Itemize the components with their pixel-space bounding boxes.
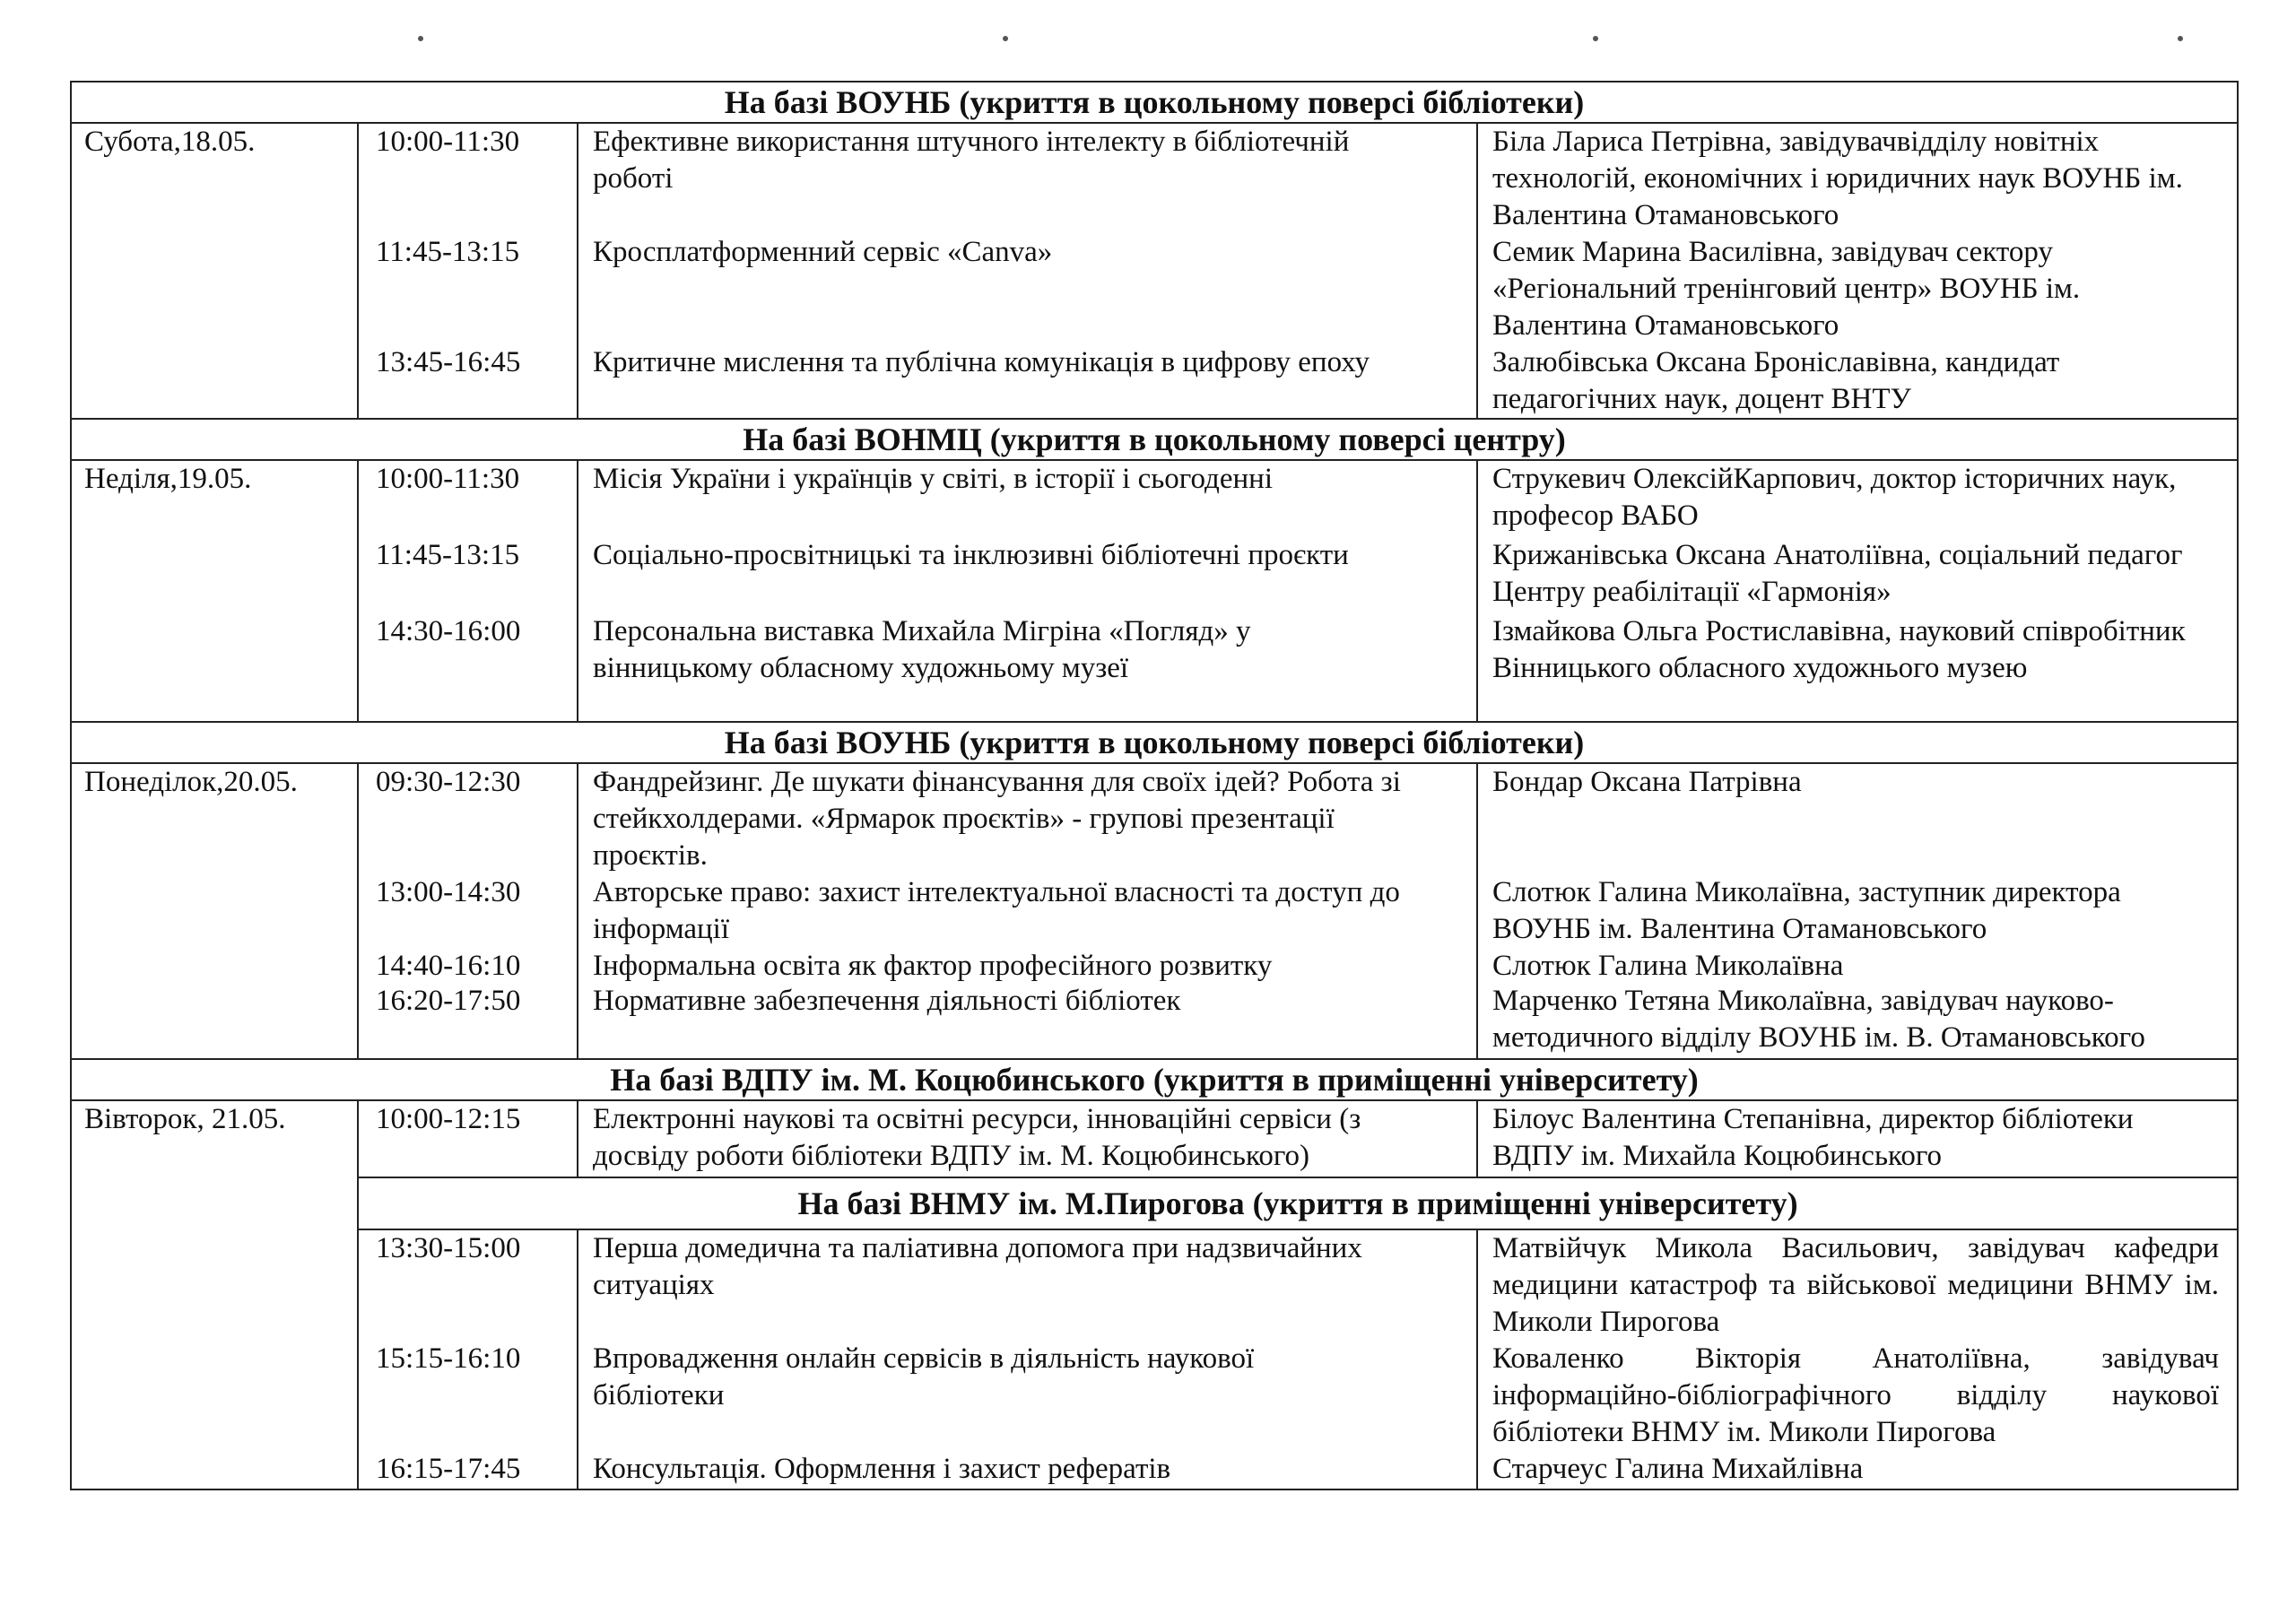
speaker-cell (1477, 763, 2238, 1059)
session-time: 15:15-16:10 (376, 1342, 521, 1375)
section-header-row (71, 1059, 2238, 1100)
day-row (71, 460, 2238, 722)
time-cell (358, 460, 578, 722)
topic-cell (578, 1229, 1477, 1489)
session-topic: Авторське право: захист інтелектуальної власності та доступ до інформації (593, 876, 1400, 945)
session-time: 16:20-17:50 (376, 985, 521, 1017)
session-speaker: Бондар Оксана Патрівна (1492, 766, 1802, 798)
session-speaker: Старчеус Галина Михайлівна (1492, 1453, 1864, 1485)
topic-cell (578, 763, 1477, 1059)
speaker-cell (1477, 1229, 2238, 1489)
session-topic: Ефективне використання штучного інтелекту в бібліотечній роботі (593, 126, 1350, 195)
scan-speck (418, 36, 423, 41)
speaker-cell (1477, 1100, 2238, 1177)
time-cell (358, 123, 578, 419)
session-topic: Персональна виставка Михайла Мігріна «Погляд» у вінницькому обласному художньому музеї (593, 615, 1251, 684)
schedule-table (70, 81, 2239, 1490)
time-cell (358, 763, 578, 1059)
session-speaker: Коваленко Вікторія Анатоліївна, завідувач інформаційно-бібліографічного відділу наукової бібліотеки ВНМУ ім. Миколи Пирогова (1492, 1342, 2219, 1448)
time-cell: 10:00-12:15 (358, 1100, 578, 1177)
session-topic: Нормативне забезпечення діяльності бібліотек (593, 985, 1181, 1017)
session-time: 11:45-13:15 (376, 236, 520, 268)
venue-header: На базі ВНМУ ім. М.Пирогова (укриття в приміщенні університету) (358, 1177, 2238, 1229)
day-cell: Вівторок, 21.05. (71, 1100, 358, 1489)
session-topic: Інформальна освіта як фактор професійного розвитку (593, 950, 1273, 982)
session-speaker: Слотюк Галина Миколаївна (1492, 950, 1844, 982)
scan-speck (2178, 36, 2183, 41)
topic-cell (578, 1100, 1477, 1177)
section-header-row (71, 1177, 2238, 1229)
day-cell: Понеділок,20.05. (71, 763, 358, 1059)
scan-speck (1593, 36, 1598, 41)
venue-header: На базі ВОНМЦ (укриття в цокольному поверсі центру) (71, 419, 2238, 460)
session-topic: Критичне мислення та публічна комунікація в цифрову епоху (593, 346, 1370, 378)
time-cell (358, 1229, 578, 1489)
session-speaker: Ізмайкова Ольга Ростиславівна, науковий співробітник Вінницького обласного художнього музею (1492, 615, 2186, 684)
session-speaker: Залюбівська Оксана Броніславівна, кандидат педагогічних наук, доцент ВНТУ (1492, 346, 2060, 415)
topic-cell (578, 460, 1477, 722)
section-header-row (71, 722, 2238, 763)
day-cell: Неділя,19.05. (71, 460, 358, 722)
session-speaker: Білоус Валентина Степанівна, директор бібліотеки ВДПУ ім. Михайла Коцюбинського (1492, 1103, 2134, 1172)
session-time: 16:15-17:45 (376, 1453, 521, 1485)
session-time: 13:30-15:00 (376, 1232, 521, 1264)
section-header-row (71, 82, 2238, 123)
session-topic: Місія України і українців у світі, в історії і сьогоденні (593, 463, 1273, 495)
day-row (71, 1100, 2238, 1177)
topic-cell (578, 123, 1477, 419)
day-row (71, 123, 2238, 419)
venue-header: На базі ВОУНБ (укриття в цокольному поверсі бібліотеки) (71, 82, 2238, 123)
session-speaker: Семик Марина Василівна, завідувач сектору «Регіональний тренінговий центр» ВОУНБ ім. Валентина Отамановського (1492, 236, 2081, 342)
speaker-cell (1477, 460, 2238, 722)
session-time: 10:00-11:30 (376, 126, 520, 158)
session-speaker: Марченко Тетяна Миколаївна, завідувач науково-методичного відділу ВОУНБ ім. В. Отамановського (1492, 985, 2145, 1054)
session-time: 13:00-14:30 (376, 876, 521, 908)
session-speaker: Матвійчук Микола Васильович, завідувач кафедри медицини катастроф та військової медицини ВНМУ ім. Миколи Пирогова (1492, 1232, 2219, 1338)
speaker-cell (1477, 123, 2238, 419)
session-topic: Соціально-просвітницькі та інклюзивні бібліотечні проєкти (593, 539, 1349, 571)
session-time: 13:45-16:45 (376, 346, 521, 378)
session-speaker: Слотюк Галина Миколаївна, заступник директора ВОУНБ ім. Валентина Отамановського (1492, 876, 2121, 945)
session-time: 11:45-13:15 (376, 539, 520, 571)
day-row (71, 763, 2238, 1059)
day-row (71, 1229, 2238, 1489)
session-topic: Перша домедична та паліативна допомога при надзвичайних ситуаціях (593, 1232, 1362, 1301)
session-time: 09:30-12:30 (376, 766, 521, 798)
venue-header: На базі ВОУНБ (укриття в цокольному поверсі бібліотеки) (71, 722, 2238, 763)
session-speaker: Струкевич ОлексійКарпович, доктор історичних наук, професор ВАБО (1492, 463, 2177, 532)
session-topic: Консультація. Оформлення і захист рефератів (593, 1453, 1171, 1485)
session-speaker: Крижанівська Оксана Анатоліївна, соціальний педагог Центру реабілітації «Гармонія» (1492, 539, 2183, 608)
session-time: 14:40-16:10 (376, 950, 521, 982)
day-cell: Субота,18.05. (71, 123, 358, 419)
session-topic: Впровадження онлайн сервісів в діяльність наукової бібліотеки (593, 1342, 1255, 1411)
session-speaker: Біла Лариса Петрівна, завідувачвідділу новітніх технологій, економічних і юридичних наук ВОУНБ ім. Валентина Отамановського (1492, 126, 2183, 231)
venue-header: На базі ВДПУ ім. М. Коцюбинського (укриття в приміщенні університету) (71, 1059, 2238, 1100)
scan-speck (1003, 36, 1008, 41)
session-topic: Електронні наукові та освітні ресурси, інноваційні сервіси (з досвіду роботи бібліотеки ВДПУ ім. М. Коцюбинського) (593, 1103, 1361, 1172)
section-header-row (71, 419, 2238, 460)
session-time: 10:00-11:30 (376, 463, 520, 495)
session-topic: Кросплатформенний сервіс «Canva» (593, 236, 1053, 268)
session-time: 14:30-16:00 (376, 615, 521, 647)
session-topic: Фандрейзинг. Де шукати фінансування для своїх ідей? Робота зі стейкхолдерами. «Ярмарок проєктів» - групові презентації проєктів. (593, 766, 1401, 872)
